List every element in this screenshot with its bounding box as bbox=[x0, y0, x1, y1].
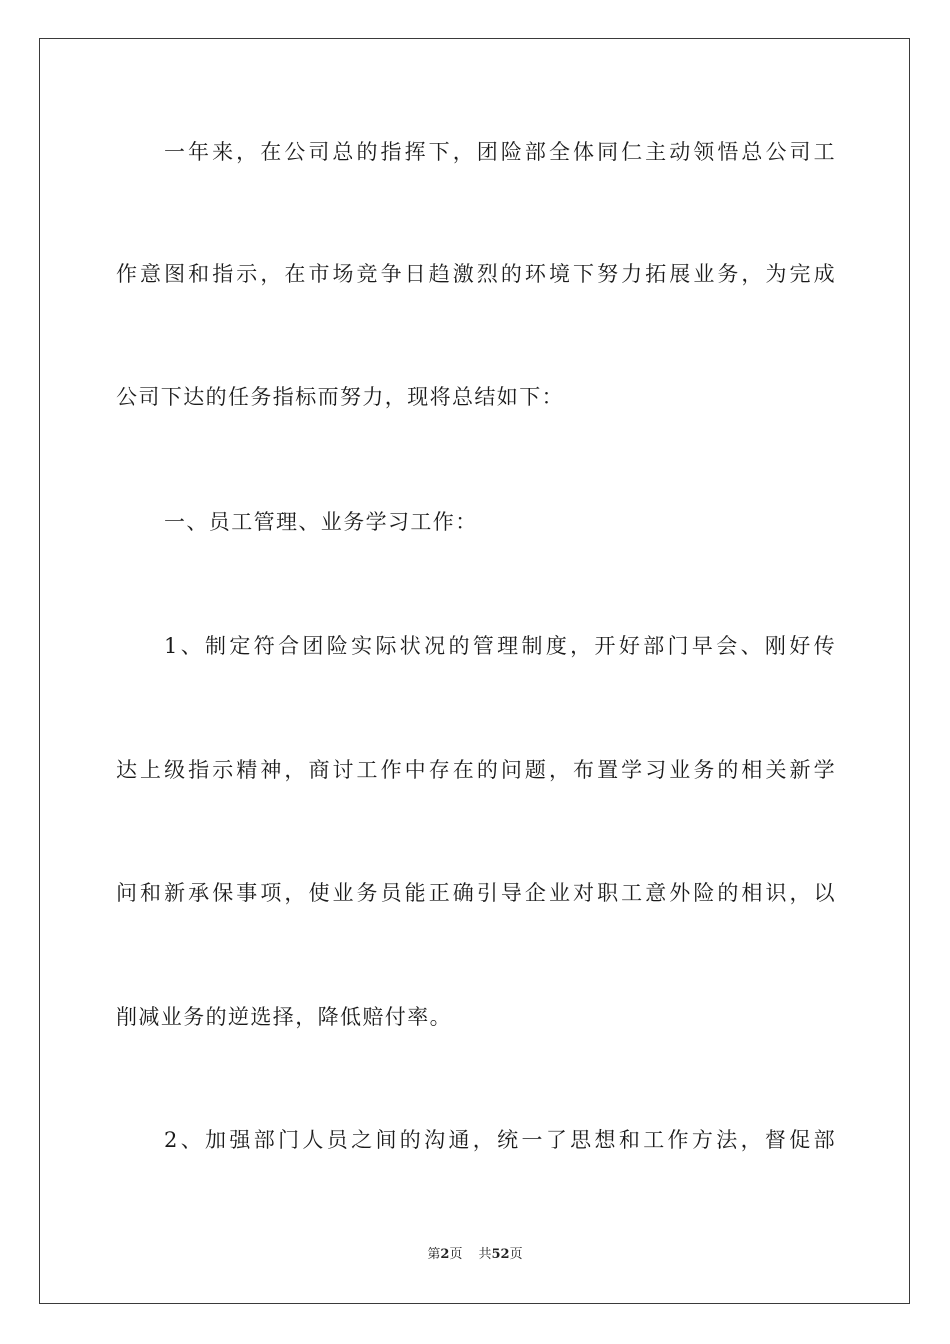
page-suffix: 页 bbox=[449, 1247, 463, 1262]
page-footer bbox=[0, 1246, 950, 1264]
paragraph-line: 问和新承保事项，使业务员能正确引导企业对职工意外险的相识，以 bbox=[116, 881, 836, 905]
page-prefix: 第 bbox=[427, 1247, 441, 1262]
paragraph-line: 公司下达的任务指标而努力，现将总结如下： bbox=[116, 385, 564, 409]
paragraph-line: 1、制定符合团险实际状况的管理制度，开好部门早会、刚好传 bbox=[164, 634, 836, 658]
paragraph-line: 削减业务的逆选择，降低赔付率。 bbox=[116, 1005, 452, 1029]
total-prefix: 共 bbox=[478, 1247, 492, 1262]
page-number: 2 bbox=[440, 1247, 450, 1262]
paragraph-line: 一年来，在公司总的指挥下，团险部全体同仁主动领悟总公司工 bbox=[164, 140, 836, 164]
page-border bbox=[39, 38, 910, 1304]
total-suffix: 页 bbox=[509, 1247, 523, 1262]
paragraph-line: 达上级指示精神，商讨工作中存在的问题，布置学习业务的相关新学 bbox=[116, 758, 836, 782]
paragraph-line: 2、加强部门人员之间的沟通，统一了思想和工作方法，督促部 bbox=[164, 1128, 836, 1152]
total-pages: 52 bbox=[491, 1247, 510, 1262]
paragraph-line: 作意图和指示，在市场竞争日趋激烈的环境下努力拓展业务，为完成 bbox=[116, 262, 836, 286]
section-heading: 一、员工管理、业务学习工作： bbox=[164, 510, 478, 534]
